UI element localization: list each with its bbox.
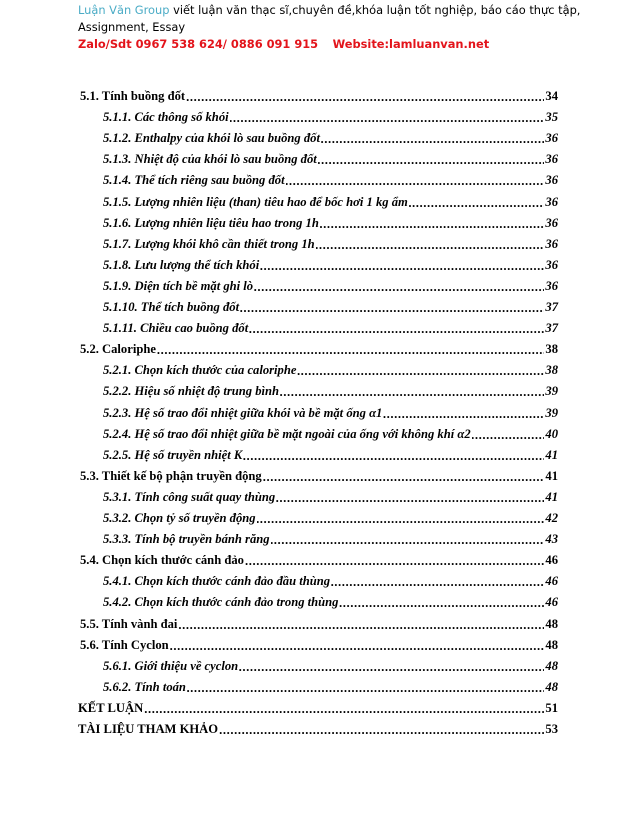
toc-entry[interactable] (103, 147, 558, 167)
toc-leader-dots (318, 153, 545, 167)
toc-entry-page: 36 (545, 152, 558, 167)
toc-entry-title: 5.1.1. Các thông số khói (103, 110, 229, 125)
toc-entry-page: 39 (545, 384, 558, 399)
toc-entry-title: 5.1.9. Diện tích bề mặt ghi lò (103, 278, 254, 293)
toc-entry-page: 48 (545, 679, 558, 694)
toc-entry[interactable] (103, 253, 558, 273)
toc-leader-dots (320, 217, 545, 231)
toc-entry-title: 5.6.1. Giới thiệu về cyclon (103, 658, 239, 673)
toc-entry-title: TÀI LIỆU THAM KHẢO (78, 722, 219, 736)
toc-entry-page: 41 (545, 447, 558, 462)
toc-entry-page: 36 (545, 173, 558, 188)
toc-entry-page: 46 (545, 574, 558, 589)
toc-leader-dots (271, 533, 545, 547)
toc-entry-title: 5.4.1. Chọn kích thước cánh đảo đầu thùng (103, 574, 331, 589)
toc-entry-page: 46 (545, 595, 558, 610)
toc-entry-page: 38 (545, 342, 558, 357)
toc-entry[interactable] (103, 316, 558, 336)
toc-entry-page: 37 (545, 321, 558, 336)
toc-leader-dots (260, 259, 544, 273)
header-line-2: Assignment, Essay (78, 20, 186, 34)
header-tagline: viết luận văn thạc sĩ,chuyên đề,khóa luận tốt nghiệp, báo cáo thực tập, (169, 3, 581, 17)
toc-leader-dots (239, 660, 544, 674)
toc-entry-title: 5.1. Tính buồng đốt (80, 89, 186, 103)
toc-entry[interactable] (103, 485, 558, 505)
toc-leader-dots (472, 428, 545, 442)
toc-leader-dots (170, 639, 545, 653)
toc-entry[interactable] (78, 696, 558, 716)
toc-leader-dots (245, 554, 544, 568)
toc-entry-title: 5.1.11. Chiều cao buồng đốt (103, 321, 249, 336)
toc-leader-dots (316, 238, 545, 252)
toc-leader-dots (178, 618, 544, 632)
header-line-1 (78, 2, 618, 19)
toc-entry[interactable] (103, 358, 558, 378)
toc-leader-dots (240, 301, 544, 315)
page-header (78, 2, 618, 53)
toc-leader-dots (249, 322, 544, 336)
toc-entry-page: 46 (545, 553, 558, 568)
toc-leader-dots (297, 364, 544, 378)
toc-entry-page: 48 (545, 616, 558, 631)
toc-entry-title: 5.6. Tính Cyclon (80, 637, 169, 652)
toc-entry-title: 5.1.7. Lượng khói khô cần thiết trong 1h (103, 236, 315, 251)
toc-entry-title: 5.1.10. Thể tích buồng đốt (103, 300, 240, 314)
toc-entry[interactable] (103, 675, 558, 695)
toc-entry-page: 48 (545, 658, 558, 673)
toc-entry[interactable] (103, 401, 558, 421)
toc-entry-title: 5.2. Caloriphe (80, 342, 156, 357)
toc-entry-page: 42 (545, 511, 558, 525)
toc-leader-dots (254, 280, 544, 294)
toc-entry[interactable] (103, 168, 558, 188)
toc-entry-page: 53 (545, 722, 558, 736)
website-link[interactable]: Website:lamluanvan.net (332, 37, 490, 51)
toc-entry-title: 5.2.3. Hệ số trao đổi nhiệt giữa khói và bề mặt ống α1 (103, 405, 383, 420)
toc-entry[interactable] (103, 274, 558, 294)
toc-entry-title: 5.1.6. Lượng nhiên liệu tiêu hao trong 1h (103, 215, 319, 230)
toc-entry-page: 36 (545, 236, 558, 251)
toc-entry[interactable] (103, 506, 558, 526)
toc-entry-title: 5.5. Tính vành đai (80, 616, 178, 631)
toc-entry-title: 5.3. Thiết kế bộ phận truyền động (80, 468, 262, 483)
toc-entry-title: 5.4. Chọn kích thước cánh đảo (80, 553, 244, 568)
toc-entry[interactable] (103, 105, 558, 125)
toc-leader-dots (243, 449, 544, 463)
toc-leader-dots (339, 596, 544, 610)
toc-entry[interactable] (103, 569, 558, 589)
toc-entry[interactable] (80, 337, 558, 357)
toc-leader-dots (383, 407, 544, 421)
toc-entry-page: 48 (545, 637, 558, 652)
toc-leader-dots (186, 90, 544, 104)
toc-entry-page: 36 (545, 194, 558, 209)
toc-leader-dots (280, 385, 544, 399)
toc-entry-title: 5.2.2. Hiệu số nhiệt độ trung bình (103, 384, 280, 399)
toc-entry[interactable] (80, 633, 558, 653)
toc-entry-page: 41 (545, 468, 558, 483)
toc-entry[interactable] (103, 211, 558, 231)
toc-entry-title: 5.4.2. Chọn kích thước cánh đảo trong thùng (103, 595, 339, 610)
toc-entry-title: 5.2.4. Hệ số trao đổi nhiệt giữa bề mặt ngoài của ống với không khí α2 (103, 426, 471, 441)
toc-leader-dots (187, 681, 544, 695)
toc-entry[interactable] (103, 654, 558, 674)
brand-name: Luận Văn Group (78, 3, 170, 17)
toc-entry[interactable] (103, 443, 558, 463)
toc-entry-title: 5.2.1. Chọn kích thước của caloriphe (103, 363, 297, 378)
toc-leader-dots (144, 702, 544, 716)
toc-leader-dots (230, 111, 545, 125)
toc-entry-page: 35 (545, 110, 558, 125)
toc-entry-title: KẾT LUẬN (78, 700, 144, 715)
toc-leader-dots (219, 723, 544, 737)
toc-entry[interactable] (103, 295, 558, 315)
toc-entry-page: 37 (545, 300, 558, 314)
toc-entry[interactable] (80, 84, 558, 104)
toc-leader-dots (157, 343, 544, 357)
toc-entry[interactable] (103, 527, 558, 547)
toc-entry-page: 51 (545, 700, 558, 715)
toc-leader-dots (286, 174, 545, 188)
toc-leader-dots (409, 196, 545, 210)
toc-entry-page: 39 (545, 405, 558, 420)
toc-entry-page: 43 (545, 532, 558, 547)
toc-entry-page: 34 (545, 89, 558, 103)
toc-entry-page: 36 (545, 131, 558, 146)
toc-entry[interactable] (103, 232, 558, 252)
toc-entry-title: 5.6.2. Tính toán (103, 679, 186, 694)
toc-entry-title: 5.1.2. Enthalpy của khói lò sau buồng đốt (103, 131, 320, 146)
toc-entry-title: 5.1.4. Thể tích riêng sau buồng đốt (103, 173, 285, 188)
toc-entry-title: 5.3.2. Chọn tỷ số truyền động (103, 511, 256, 525)
toc-entry[interactable] (103, 190, 558, 210)
toc-entry-title: 5.3.1. Tính công suất quay thùng (103, 489, 276, 504)
toc-entry[interactable] (103, 590, 558, 610)
header-contact-line (78, 36, 618, 53)
toc-entry[interactable] (78, 717, 558, 737)
toc-entry[interactable] (80, 548, 558, 568)
toc-leader-dots (257, 512, 545, 526)
toc-entry-title: 5.1.5. Lượng nhiên liệu (than) tiêu hao để bốc hơi 1 kg ẩm (103, 194, 408, 209)
toc-leader-dots (276, 491, 544, 505)
toc-entry-page: 38 (545, 363, 558, 378)
toc-leader-dots (321, 132, 544, 146)
toc-entry-page: 36 (545, 278, 558, 293)
toc-entry[interactable] (103, 422, 558, 442)
toc-entry-page: 36 (545, 215, 558, 230)
toc-leader-dots (331, 575, 544, 589)
toc-leader-dots (263, 470, 545, 484)
toc-entry-title: 5.1.8. Lưu lượng thể tích khói (103, 257, 260, 272)
contact-phone: Zalo/Sdt 0967 538 624/ 0886 091 915 (78, 37, 319, 51)
toc-entry[interactable] (80, 612, 558, 632)
toc-entry-title: 5.3.3. Tính bộ truyền bánh răng (103, 532, 270, 547)
toc-entry-title: 5.1.3. Nhiệt độ của khói lò sau buồng đốt (103, 152, 317, 167)
toc-entry-page: 40 (545, 426, 558, 441)
toc-entry-page: 41 (545, 489, 558, 504)
toc-entry-page: 36 (545, 257, 558, 272)
toc-entry-title: 5.2.5. Hệ số truyền nhiệt K (103, 447, 243, 462)
toc-entry[interactable] (103, 126, 558, 146)
toc-entry[interactable] (80, 464, 558, 484)
toc-entry[interactable] (103, 379, 558, 399)
